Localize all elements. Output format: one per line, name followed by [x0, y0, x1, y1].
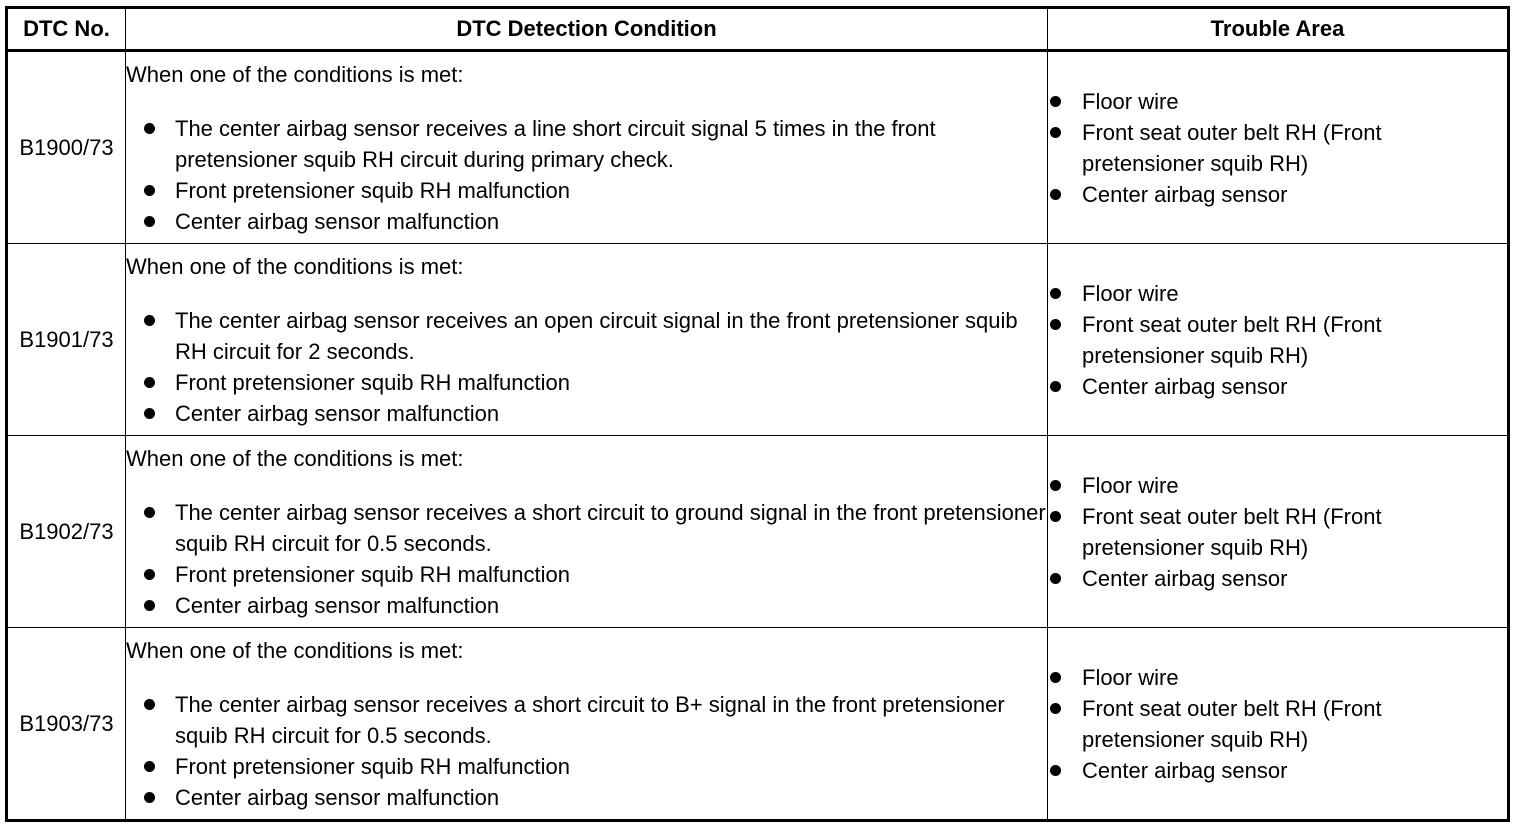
- condition-item: Front pretensioner squib RH malfunction: [126, 751, 1047, 782]
- dtc-code: B1903/73: [7, 628, 126, 821]
- condition-intro: When one of the conditions is met:: [126, 61, 464, 87]
- trouble-area-item: Center airbag sensor: [1048, 371, 1507, 402]
- detection-condition-cell: [126, 628, 1048, 821]
- condition-item: Front pretensioner squib RH malfunction: [126, 175, 1047, 206]
- dtc-code: B1901/73: [7, 244, 126, 436]
- condition-intro: When one of the conditions is met:: [126, 637, 464, 663]
- trouble-area-cell: [1048, 51, 1509, 244]
- trouble-area-list: [1048, 86, 1507, 210]
- table-row: [7, 51, 1509, 244]
- condition-item: Center airbag sensor malfunction: [126, 782, 1047, 813]
- condition-intro: When one of the conditions is met:: [126, 253, 464, 279]
- dtc-code: B1902/73: [7, 436, 126, 628]
- condition-list: [126, 305, 1047, 429]
- trouble-area-item: Center airbag sensor: [1048, 563, 1507, 594]
- header-trouble-area: Trouble Area: [1048, 8, 1509, 51]
- trouble-area-item: Floor wire: [1048, 86, 1507, 117]
- detection-condition-cell: [126, 244, 1048, 436]
- trouble-area-item: Front seat outer belt RH (Front pretensioner squib RH): [1048, 117, 1507, 179]
- table-row: [7, 436, 1509, 628]
- detection-condition-cell: [126, 51, 1048, 244]
- trouble-area-item: Front seat outer belt RH (Front pretensioner squib RH): [1048, 693, 1507, 755]
- trouble-area-list: [1048, 662, 1507, 786]
- condition-item: The center airbag sensor receives a short circuit to B+ signal in the front pretensioner squib RH circuit for 0.5 seconds.: [126, 689, 1047, 751]
- trouble-area-cell: [1048, 436, 1509, 628]
- trouble-area-cell: [1048, 244, 1509, 436]
- condition-item: The center airbag sensor receives a short circuit to ground signal in the front pretensioner squib RH circuit for 0.5 seconds.: [126, 497, 1047, 559]
- trouble-area-item: Floor wire: [1048, 278, 1507, 309]
- dtc-table: [5, 6, 1510, 822]
- header-detection-condition: DTC Detection Condition: [126, 8, 1048, 51]
- condition-list: [126, 497, 1047, 621]
- trouble-area-item: Center airbag sensor: [1048, 179, 1507, 210]
- condition-intro: When one of the conditions is met:: [126, 445, 464, 471]
- trouble-area-item: Center airbag sensor: [1048, 755, 1507, 786]
- condition-item: Center airbag sensor malfunction: [126, 398, 1047, 429]
- table-row: [7, 628, 1509, 821]
- condition-item: Front pretensioner squib RH malfunction: [126, 367, 1047, 398]
- condition-item: Center airbag sensor malfunction: [126, 590, 1047, 621]
- table-header-row: [7, 8, 1509, 51]
- trouble-area-list: [1048, 278, 1507, 402]
- trouble-area-list: [1048, 470, 1507, 594]
- trouble-area-item: Front seat outer belt RH (Front pretensioner squib RH): [1048, 501, 1507, 563]
- condition-item: Center airbag sensor malfunction: [126, 206, 1047, 237]
- table-row: [7, 244, 1509, 436]
- condition-list: [126, 113, 1047, 237]
- dtc-code: B1900/73: [7, 51, 126, 244]
- condition-item: The center airbag sensor receives an open circuit signal in the front pretensioner squib RH circuit for 2 seconds.: [126, 305, 1047, 367]
- trouble-area-cell: [1048, 628, 1509, 821]
- trouble-area-item: Floor wire: [1048, 470, 1507, 501]
- condition-item: The center airbag sensor receives a line short circuit signal 5 times in the front pretensioner squib RH circuit during primary check.: [126, 113, 1047, 175]
- header-dtc-no: DTC No.: [7, 8, 126, 51]
- condition-list: [126, 689, 1047, 813]
- trouble-area-item: Floor wire: [1048, 662, 1507, 693]
- condition-item: Front pretensioner squib RH malfunction: [126, 559, 1047, 590]
- detection-condition-cell: [126, 436, 1048, 628]
- trouble-area-item: Front seat outer belt RH (Front pretensioner squib RH): [1048, 309, 1507, 371]
